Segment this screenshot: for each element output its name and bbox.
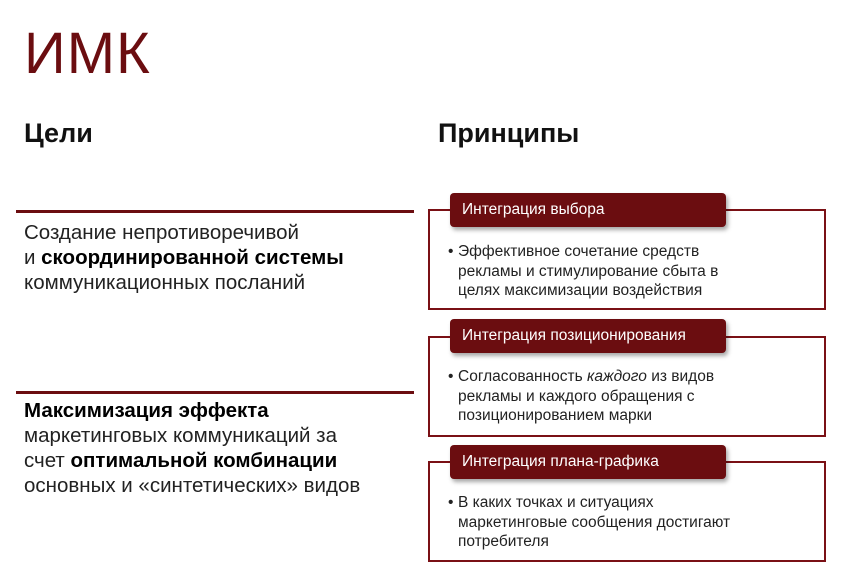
goal-line: Создание непротиворечивой	[24, 221, 299, 244]
goal-line: коммуникационных посланий	[24, 271, 306, 294]
goal-line	[24, 398, 424, 423]
description-line: рекламы и каждого обращения с	[458, 387, 695, 405]
principle-description	[448, 367, 818, 426]
bullet-icon: •	[448, 368, 454, 385]
description-line: целях максимизации воздействия	[458, 282, 703, 299]
goal-line: основных и «синтетических» видов	[24, 474, 361, 497]
goal-emphasis: оптимальной комбинации	[70, 449, 338, 472]
description-line: В каких точках и ситуациях	[458, 494, 654, 511]
description-text: Согласованность	[458, 368, 587, 385]
bullet-icon: •	[448, 243, 454, 260]
description-line: Эффективное сочетание средств	[458, 243, 700, 260]
description-line: потребителя	[458, 533, 549, 550]
goal-divider	[16, 391, 414, 394]
bullet-icon: •	[448, 494, 454, 511]
goal-item	[24, 398, 424, 498]
principle-description	[448, 493, 818, 552]
goal-line: маркетинговых коммуникаций за	[24, 424, 337, 447]
description-line: позиционированием марки	[458, 407, 653, 424]
principle-label: Интеграция выбора	[450, 193, 726, 227]
description-line: маркетинговые сообщения достигают	[458, 513, 731, 531]
description-line	[458, 367, 818, 387]
principle-label: Интеграция плана-графика	[450, 445, 726, 479]
page-title: ИМК	[24, 21, 151, 86]
goal-text: и	[24, 246, 42, 269]
principle-label: Интеграция позиционирования	[450, 319, 726, 353]
principles-heading: Принципы	[438, 118, 580, 148]
description-line: рекламы и стимулирование сбыта в	[458, 262, 719, 280]
goal-line	[24, 245, 424, 270]
principle-description	[448, 242, 818, 301]
description-emphasis: каждого	[587, 368, 647, 385]
goal-emphasis: Максимизация эффекта	[24, 399, 269, 422]
goal-item	[24, 220, 424, 295]
goals-heading: Цели	[24, 118, 93, 148]
goal-divider	[16, 210, 414, 213]
description-text: из видов	[646, 368, 715, 385]
goal-line	[24, 448, 424, 473]
goal-text: счет	[24, 449, 71, 472]
goal-emphasis: скоординированной системы	[41, 246, 344, 269]
